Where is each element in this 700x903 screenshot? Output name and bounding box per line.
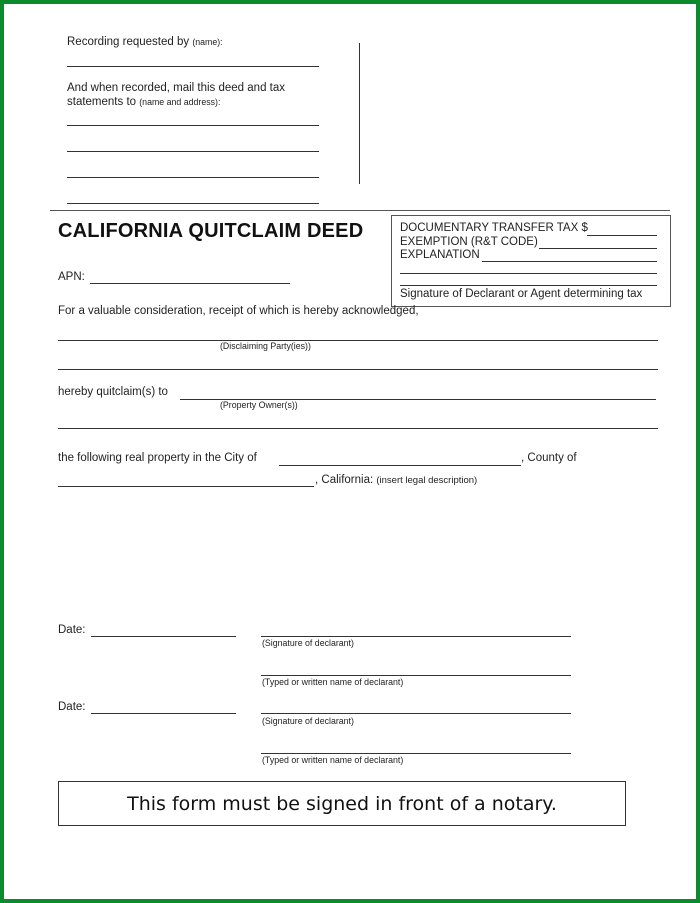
typed-name-line-1[interactable] xyxy=(261,675,571,676)
disclaiming-party-hint: (Disclaiming Party(ies)) xyxy=(220,341,311,351)
mail-to-hint: (name and address): xyxy=(139,97,221,107)
mail-to-label xyxy=(67,81,285,109)
county-field[interactable] xyxy=(58,486,314,487)
explanation-field-2[interactable] xyxy=(400,273,657,274)
date-field-1[interactable] xyxy=(91,636,236,637)
typed-name-hint-2: (Typed or written name of declarant) xyxy=(262,755,404,765)
mail-to-line1: And when recorded, mail this deed and tax xyxy=(67,82,285,94)
transfer-tax-field[interactable] xyxy=(587,235,657,236)
transfer-tax-label: DOCUMENTARY TRANSFER TAX $ xyxy=(400,222,588,234)
notary-notice-box xyxy=(58,781,626,826)
mail-address-line-4[interactable] xyxy=(67,203,319,204)
recorder-use-rule xyxy=(50,210,670,211)
date-label-2: Date: xyxy=(58,701,86,713)
typed-name-line-2[interactable] xyxy=(261,753,571,754)
property-owner-line-2[interactable] xyxy=(58,428,658,429)
mail-address-line-3[interactable] xyxy=(67,177,319,178)
exemption-field[interactable] xyxy=(539,248,657,249)
date-label-1: Date: xyxy=(58,624,86,636)
deed-form-page xyxy=(4,4,696,899)
transfer-tax-box xyxy=(391,215,671,307)
signature-line-1[interactable] xyxy=(261,636,571,637)
explanation-label: EXPLANATION xyxy=(400,249,480,261)
recording-divider xyxy=(359,43,360,184)
date-field-2[interactable] xyxy=(91,713,236,714)
recording-requested-hint: (name): xyxy=(192,37,223,47)
city-field[interactable] xyxy=(279,465,521,466)
explanation-field-1[interactable] xyxy=(482,261,657,262)
signature-hint-1: (Signature of declarant) xyxy=(262,638,354,648)
mail-to-line2: statements to xyxy=(67,96,137,108)
typed-name-hint-1: (Typed or written name of declarant) xyxy=(262,677,404,687)
apn-label: APN: xyxy=(58,271,85,283)
disclaiming-party-line-2[interactable] xyxy=(58,369,658,370)
notary-notice-text: This form must be signed in front of a notary. xyxy=(127,792,557,815)
legal-description-hint: (insert legal description) xyxy=(376,475,478,486)
mail-address-line-1[interactable] xyxy=(67,125,319,126)
recording-requested-line[interactable] xyxy=(67,66,319,67)
signature-hint-2: (Signature of declarant) xyxy=(262,716,354,726)
exemption-label: EXEMPTION (R&T CODE) xyxy=(400,236,538,248)
tax-signature-caption: Signature of Declarant or Agent determining tax xyxy=(400,288,643,300)
county-text: , County of xyxy=(521,452,577,464)
disclaiming-party-line[interactable] xyxy=(58,340,658,341)
property-owner-hint: (Property Owner(s)) xyxy=(220,400,298,410)
declarant-tax-signature-line[interactable] xyxy=(400,285,657,286)
signature-line-2[interactable] xyxy=(261,713,571,714)
mail-address-line-2[interactable] xyxy=(67,151,319,152)
recording-requested-text: Recording requested by xyxy=(67,36,190,48)
property-city-text: the following real property in the City of xyxy=(58,452,257,464)
apn-field[interactable] xyxy=(90,283,290,284)
quitclaim-label: hereby quitclaim(s) to xyxy=(58,386,168,398)
consideration-text: For a valuable consideration, receipt of which is hereby acknowledged, xyxy=(58,305,419,317)
recording-requested-label xyxy=(67,36,223,48)
california-text: , California: xyxy=(315,474,374,486)
deed-title: CALIFORNIA QUITCLAIM DEED xyxy=(58,220,364,242)
